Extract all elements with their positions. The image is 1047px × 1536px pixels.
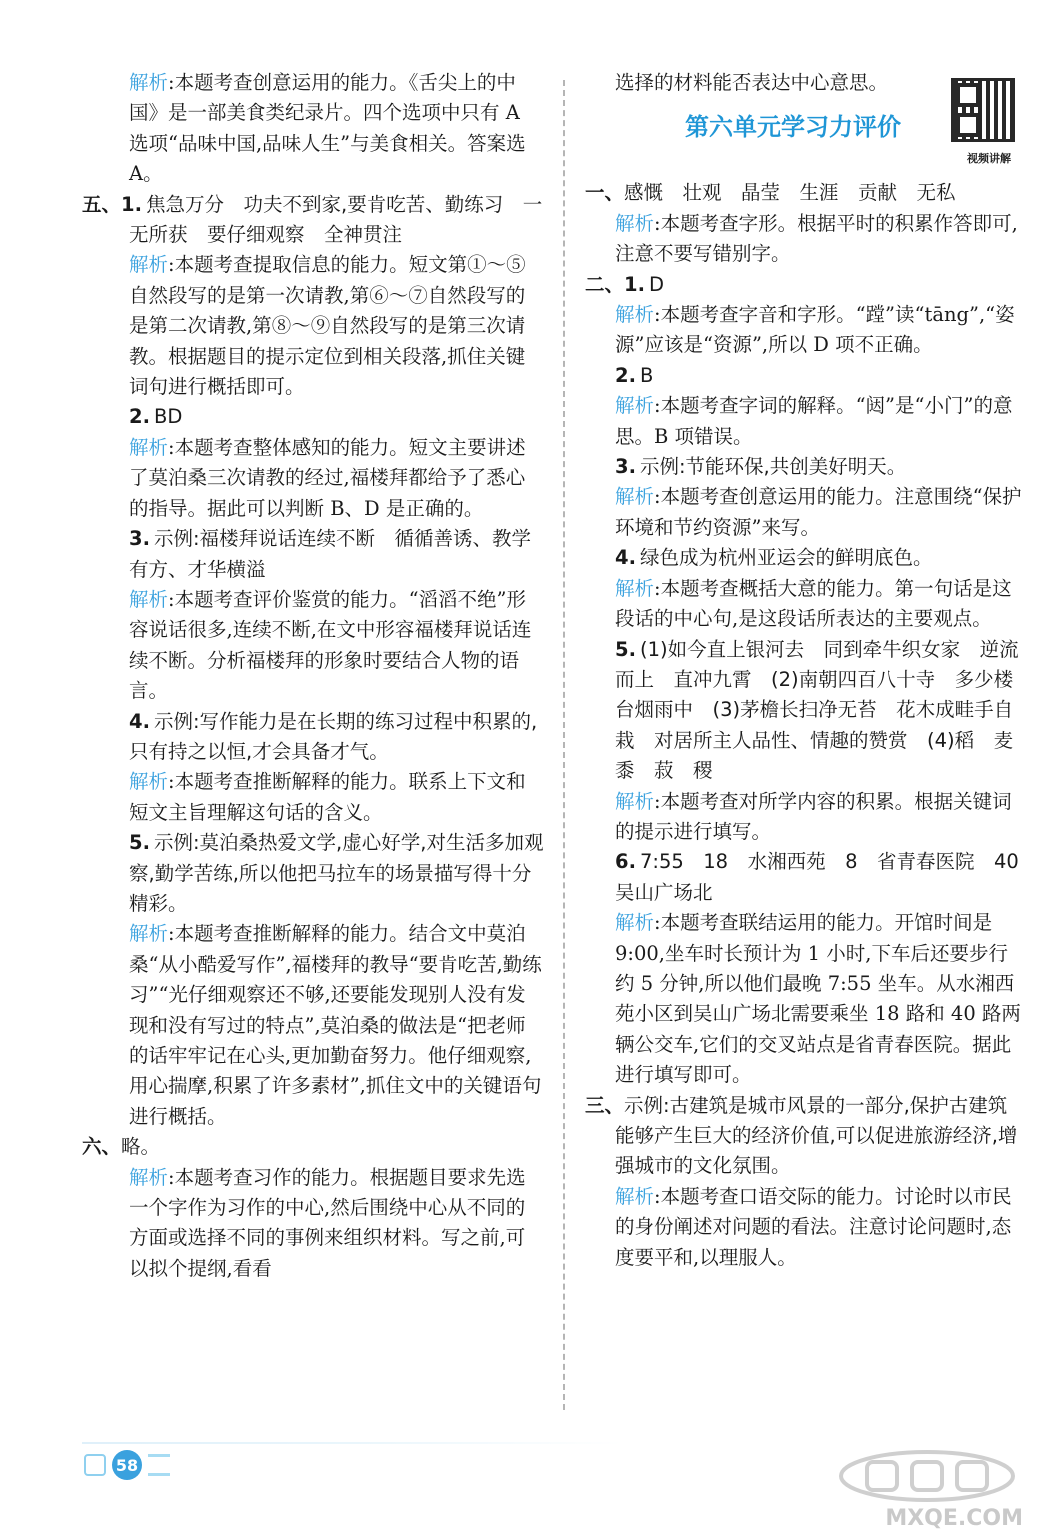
- question-answer: [82, 402, 544, 432]
- analysis-tag: 解析: [129, 770, 169, 794]
- section-3: [585, 1091, 1025, 1182]
- analysis-text: :本题考查提取信息的能力。短文第①～⑤自然段写的是第一次请教,第⑥～⑦自然段写的是第二次请教,第⑧～⑨自然段写的是第三次请教。根据题目的提示定位到相关段落,抓住关键词句进行概括即可。: [129, 253, 526, 399]
- section-label: 二、: [585, 272, 625, 296]
- analysis-tag: 解析: [615, 576, 655, 600]
- answer-text: (1)如今直上银河去 同到牵牛织女家 逆流而上 直冲九霄 (2)南朝四百八十寺 多少楼台烟雨中 (3)茅檐长扫净无苔 花木成畦手自栽 对居所主人品性、情趣的赞赏 (4)稻 麦 黍 菽 稷: [615, 637, 1033, 783]
- analysis-paragraph: [585, 1182, 1025, 1273]
- analysis-paragraph: [82, 919, 544, 1132]
- analysis-paragraph: [82, 68, 544, 190]
- question-number: 2.: [615, 363, 636, 387]
- analysis-tag: 解析: [615, 303, 655, 327]
- answer-text: 示例:福楼拜说话连续不断 循循善诱、教学有方、才华横溢: [129, 527, 532, 581]
- analysis-tag: 解析: [615, 485, 655, 509]
- unit-header: [585, 98, 1025, 178]
- section-label: 三、: [585, 1093, 625, 1117]
- analysis-text: :本题考查字形。根据平时的积累作答即可,注意不要写错别字。: [615, 211, 1018, 266]
- answer-text: 绿色成为杭州亚运会的鲜明底色。: [639, 546, 933, 570]
- analysis-text: :本题考查联结运用的能力。开馆时间是 9:00,坐车时长预计为 1 小时,下车后还要步行约 5 分钟,所以他们最晚 7:55 坐车。从水湘西苑小区到吴山广场北需要乘坐 18 路和 40 路两辆公交车,它们的交叉站点是省青春医院。据此进行填写即可。: [615, 911, 1021, 1087]
- analysis-paragraph: [82, 433, 544, 524]
- analysis-tag: 解析: [615, 394, 655, 418]
- question-number: 1.: [624, 272, 645, 296]
- answer-text: 感慨 壮观 晶莹 生涯 贡献 无私: [624, 181, 956, 205]
- question-answer: [82, 828, 544, 919]
- analysis-paragraph: [585, 300, 1025, 361]
- question-number: 6.: [615, 850, 636, 874]
- section-label: 五、: [82, 192, 122, 216]
- analysis-tag: 解析: [615, 911, 655, 935]
- analysis-paragraph: [585, 482, 1025, 543]
- analysis-text: :本题考查评价鉴赏的能力。“滔滔不绝”形容说话很多,连续不断,在文中形容福楼拜说话连续不断。分析福楼拜的形象时要结合人物的语言。: [129, 587, 532, 703]
- analysis-tag: 解析: [129, 1165, 169, 1189]
- question-answer: [82, 707, 544, 768]
- question-number: 3.: [615, 455, 636, 479]
- analysis-paragraph: [82, 767, 544, 828]
- page-deco-icon: [148, 1454, 170, 1476]
- analysis-text: :本题考查推断解释的能力。联系上下文和短文主旨理解这句话的含义。: [129, 770, 526, 824]
- analysis-paragraph: [585, 391, 1025, 452]
- section-label: 一、: [585, 181, 625, 205]
- question-number: 3.: [129, 527, 150, 551]
- analysis-paragraph: [585, 209, 1025, 270]
- question-answer: [585, 452, 1025, 482]
- answer-text: 示例:节能环保,共创美好明天。: [639, 455, 907, 479]
- page-number: 58: [112, 1450, 142, 1480]
- qr-label: 视频讲解: [967, 152, 1011, 166]
- analysis-paragraph: [82, 1163, 544, 1285]
- left-column: [82, 68, 544, 1284]
- continued-text: 选择的材料能否表达中心意思。: [615, 71, 889, 94]
- question-answer: [585, 847, 1039, 908]
- question-answer: [82, 524, 544, 585]
- analysis-tag: 解析: [615, 1184, 655, 1208]
- question-number: 4.: [129, 709, 150, 733]
- answer-text: 7:55 18 水湘西苑 8 省青春医院 40 吴山广场北: [615, 850, 1039, 904]
- analysis-tag: 解析: [129, 253, 169, 277]
- analysis-text: :本题考查推断解释的能力。结合文中莫泊桑“从小酷爱写作”,福楼拜的教导“要肯吃苦,勤练习”“光仔细观察还不够,还要能发现别人没有发现和没有写过的特点”,莫泊桑的做法是“把老师的话牢牢记在心头,更加勤奋努力。他仔细观察,用心揣摩,积累了许多素材”,抓住文中的关键语句进行概括。: [129, 922, 542, 1128]
- answer-text: 示例:古建筑是城市风景的一部分,保护古建筑能够产生巨大的经济价值,可以促进旅游经济,增强城市的文化氛围。: [615, 1093, 1018, 1178]
- analysis-tag: 解析: [615, 789, 655, 813]
- analysis-tag: 解析: [129, 71, 169, 94]
- analysis-text: :本题考查对所学内容的积累。根据关键词的提示进行填写。: [615, 789, 1012, 843]
- analysis-text: :本题考查概括大意的能力。第一句话是这段话的中心句,是这段话所表达的主要观点。: [615, 576, 1012, 631]
- analysis-paragraph: [585, 574, 1025, 635]
- question-number: 5.: [129, 831, 150, 855]
- page-square-icon: [84, 1454, 106, 1476]
- analysis-tag: 解析: [129, 922, 169, 946]
- column-divider: [563, 80, 565, 1410]
- section-5-q1: [82, 190, 544, 251]
- answer-text: BD: [153, 405, 183, 429]
- analysis-text: :本题考查口语交际的能力。讨论时以市民的身份阐述对问题的看法。注意讨论问题时,态度要平和,以理服人。: [615, 1184, 1012, 1269]
- analysis-text: :本题考查整体感知的能力。短文主要讲述了莫泊桑三次请教的经过,福楼拜都给予了悉心的指导。据此可以判断 B、D 是正确的。: [129, 435, 526, 520]
- analysis-tag: 解析: [129, 435, 169, 459]
- analysis-text: :本题考查创意运用的能力。《舌尖上的中国》是一部美食类纪录片。四个选项中只有 A 选项“品味中国,品味人生”与美食相关。答案选 A。: [129, 71, 526, 186]
- question-answer: [585, 361, 1025, 391]
- question-number: 5.: [615, 637, 636, 661]
- section-1: [585, 178, 1025, 208]
- watermark-text: MXQE.COM: [885, 1506, 1023, 1531]
- section-label: 六、: [82, 1135, 122, 1159]
- qr-code-icon[interactable]: [951, 78, 1015, 142]
- analysis-text: :本题考查创意运用的能力。注意围绕“保护环境和节约资源”来写。: [615, 485, 1022, 539]
- analysis-tag: 解析: [615, 211, 655, 235]
- question-number: 4.: [615, 546, 636, 570]
- analysis-tag: 解析: [129, 587, 169, 611]
- question-answer: [585, 543, 1025, 573]
- analysis-paragraph: [585, 787, 1025, 848]
- analysis-paragraph: [585, 908, 1025, 1090]
- answer-text: D: [649, 272, 665, 296]
- question-answer: [585, 635, 1033, 787]
- answer-text: 略。: [121, 1135, 161, 1159]
- section-2-q1: [585, 270, 1025, 300]
- analysis-paragraph: [82, 585, 544, 707]
- watermark: [827, 1448, 1027, 1532]
- answer-text: B: [639, 363, 654, 387]
- answer-text: 示例:写作能力是在长期的练习过程中积累的,只有持之以恒,才会具备才气。: [129, 709, 538, 763]
- right-column: [585, 68, 1039, 1273]
- analysis-text: :本题考查习作的能力。根据题目要求先选一个字作为习作的中心,然后围绕中心从不同的方面或选择不同的事例来组织材料。写之前,可以拟个提纲,看看: [129, 1165, 526, 1280]
- footer-rule: [82, 1442, 622, 1444]
- watermark-logo-icon: [837, 1448, 1017, 1504]
- unit-title: 第六单元学习力评价: [685, 113, 901, 142]
- question-number: 1.: [121, 192, 142, 216]
- section-6: [82, 1132, 544, 1162]
- question-number: 2.: [129, 405, 150, 429]
- analysis-paragraph: [82, 250, 544, 402]
- answer-text: 焦急万分 功夫不到家,要肯吃苦、勤练习 一无所获 要仔细观察 全神贯注: [129, 192, 543, 247]
- page-number-badge: [84, 1448, 180, 1482]
- analysis-text: :本题考查字音和字形。“蹚”读“tāng”,“姿源”应该是“资源”,所以 D 项不正确。: [615, 303, 1015, 357]
- analysis-text: :本题考查字词的解释。“闼”是“小门”的意思。B 项错误。: [615, 394, 1013, 448]
- answer-text: 示例:莫泊桑热爱文学,虚心好学,对生活多加观察,勤学苦练,所以他把马拉车的场景描写得十分精彩。: [129, 831, 544, 915]
